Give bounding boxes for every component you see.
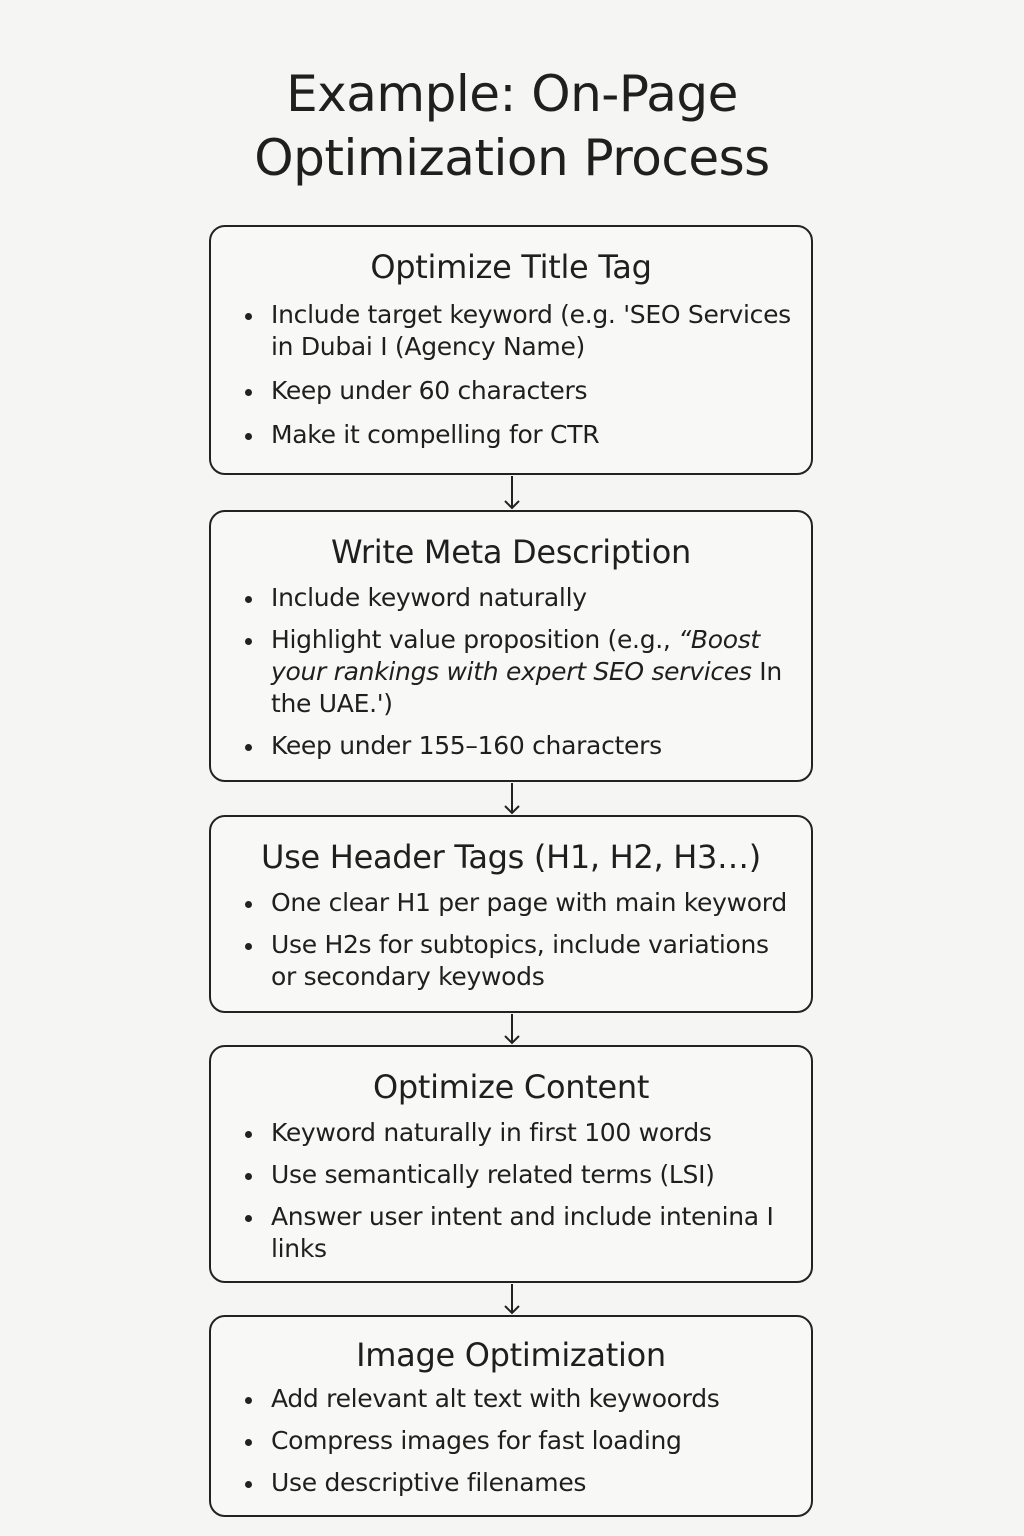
step-write-meta-description (209, 510, 813, 782)
step-bullet-list (211, 299, 811, 451)
list-item (211, 419, 811, 451)
list-item-text: Keep under 155–160 characters (271, 731, 662, 760)
list-item (211, 730, 811, 762)
list-item-text: Use semantically related terms (LSI) (271, 1160, 715, 1189)
bullet-icon (245, 638, 252, 645)
list-item-text: Answer user intent and include intenina I links (271, 1202, 774, 1263)
list-item-text: Keep under 60 characters (271, 376, 588, 405)
bullet-icon (245, 1215, 252, 1222)
step-image-optimization (209, 1315, 813, 1517)
list-item-text: Make it compelling for CTR (271, 420, 600, 449)
flow-arrow-3 (504, 1014, 520, 1045)
list-item (211, 299, 811, 363)
step-bullet-list (211, 582, 811, 762)
step-title: Image Optimization (356, 1336, 666, 1374)
list-item-text: Include target keyword (e.g. 'SEO Services in Dubai I (Agency Name) (271, 300, 791, 361)
step-use-header-tags (209, 815, 813, 1013)
list-item (211, 375, 811, 407)
bullet-icon (245, 1173, 252, 1180)
bullet-icon (245, 596, 252, 603)
list-item (211, 1117, 811, 1149)
step-title: Optimize Content (372, 1068, 650, 1106)
bullet-icon (245, 744, 252, 751)
list-item (211, 582, 811, 614)
step-optimize-content (209, 1045, 813, 1283)
list-item-text: One clear H1 per page with main keyword (271, 888, 787, 917)
list-item (211, 887, 811, 919)
list-item-text: Keyword naturally in first 100 words (271, 1118, 712, 1147)
step-bullet-list (211, 1383, 811, 1499)
bullet-icon (245, 901, 252, 908)
page-title (0, 62, 1024, 190)
bullet-icon (245, 1131, 252, 1138)
bullet-icon (245, 433, 252, 440)
flow-arrow-2 (504, 783, 520, 815)
list-item (211, 1467, 811, 1499)
page-title-line-1: Example: On-Page (286, 65, 738, 123)
list-item-text-end: In the UAE.') (271, 657, 782, 718)
list-item (211, 1159, 811, 1191)
bullet-icon (245, 1397, 252, 1404)
bullet-icon (245, 389, 252, 396)
step-title: Write Meta Description (331, 533, 691, 571)
step-title: Optimize Title Tag (370, 248, 652, 286)
list-item (211, 1425, 811, 1457)
list-item (211, 1383, 811, 1415)
list-item (211, 624, 811, 720)
step-optimize-title-tag (209, 225, 813, 475)
list-item-quote: “Boost your rankings with expert SEO services (271, 625, 760, 686)
step-title: Use Header Tags (H1, H2, H3…) (261, 838, 761, 876)
list-item-text: Add relevant alt text with keywoords (271, 1384, 720, 1413)
bullet-icon (245, 313, 252, 320)
list-item-text: Compress images for fast loading (271, 1426, 682, 1455)
bullet-icon (245, 943, 252, 950)
page-title-line-2: Optimization Process (254, 129, 770, 187)
flow-arrow-4 (504, 1284, 520, 1315)
bullet-icon (245, 1439, 252, 1446)
list-item-text: Use descriptive filenames (271, 1468, 587, 1497)
step-bullet-list (211, 887, 811, 993)
list-item (211, 929, 811, 993)
list-item-text: Highlight value proposition (e.g., (271, 625, 679, 654)
list-item-text: Use H2s for subtopics, include variations or secondary keywods (271, 930, 769, 991)
list-item (211, 1201, 811, 1265)
step-bullet-list (211, 1117, 811, 1265)
list-item-text: Include keyword naturally (271, 583, 587, 612)
flow-arrow-1 (504, 476, 520, 510)
bullet-icon (245, 1481, 252, 1488)
